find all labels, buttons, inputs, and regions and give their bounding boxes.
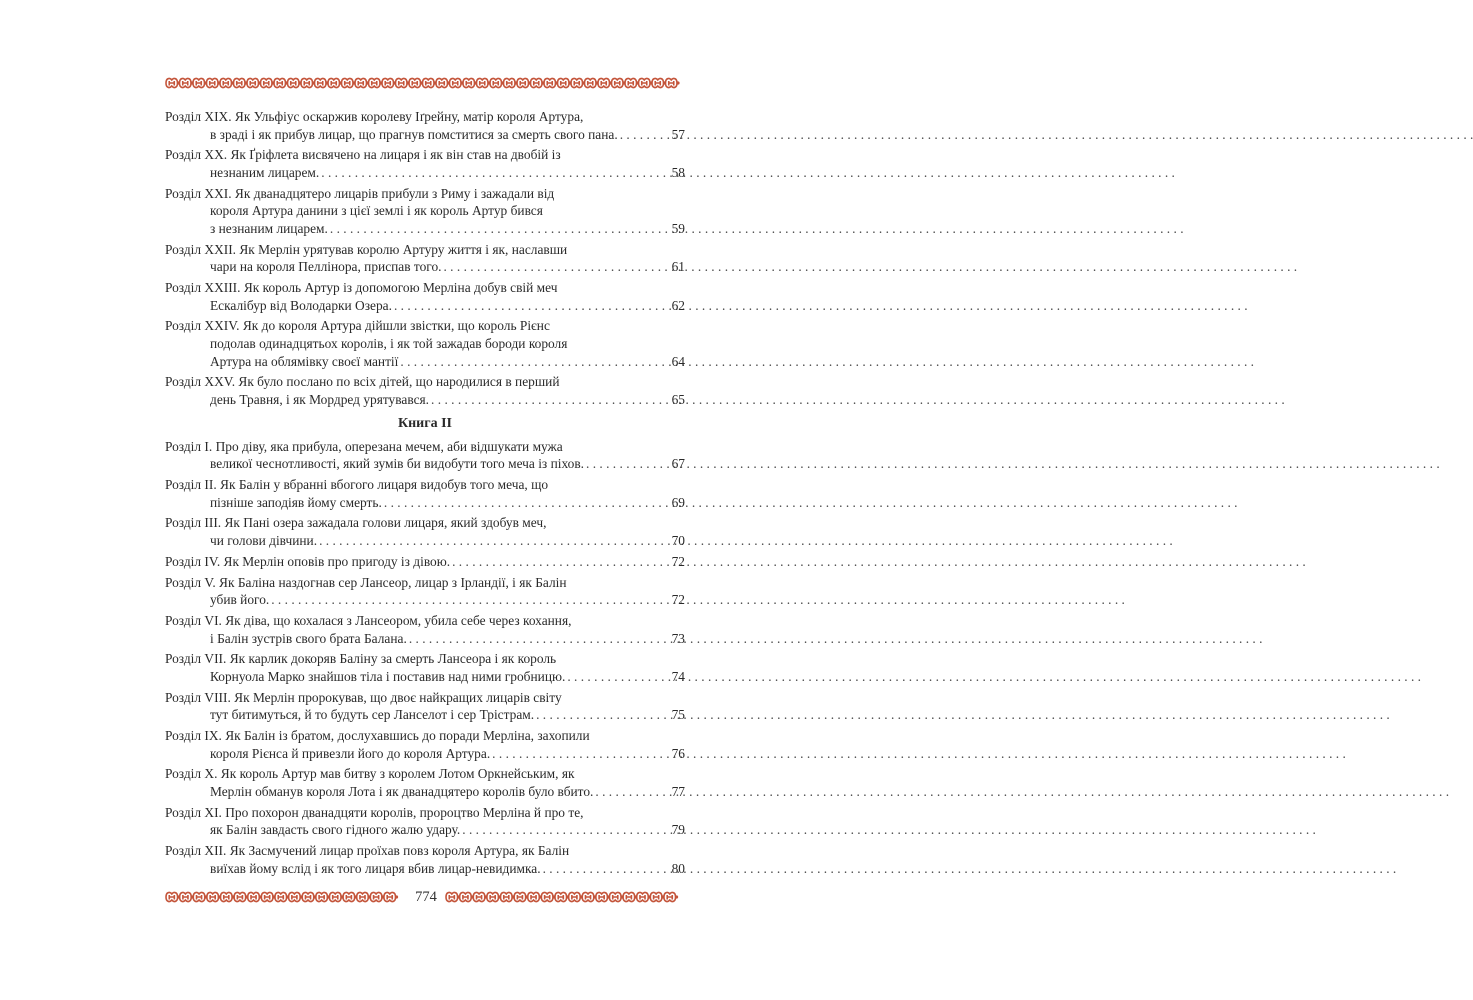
ornament-motif xyxy=(180,893,192,902)
toc-entry-title-line xyxy=(165,765,685,783)
toc-entry-continuation-line xyxy=(165,164,685,182)
ornament-motif xyxy=(423,79,435,88)
ornament-motif xyxy=(609,893,621,902)
ornament-motif xyxy=(625,79,637,88)
ornament-motif xyxy=(450,79,462,88)
toc-entry xyxy=(165,108,685,143)
toc-entry-page-number: 69 xyxy=(671,494,685,510)
toc-entry xyxy=(165,146,685,181)
toc-entry-text: короля Рієнса й привезли його до короля Артура. xyxy=(210,745,491,761)
ornament-motif xyxy=(247,79,259,88)
toc-section-book-2 xyxy=(165,438,685,878)
toc-entry-page-number: 77 xyxy=(671,784,685,799)
dot-leader xyxy=(462,821,669,839)
toc-entry-text: незнаним лицарем. xyxy=(210,164,320,180)
ornament-motif xyxy=(528,893,540,902)
toc-entry-title-line xyxy=(165,438,685,456)
dot-leader xyxy=(443,258,669,276)
toc-entry-page-number: 65 xyxy=(671,392,685,408)
ornament-motif xyxy=(446,893,458,902)
dot-leader xyxy=(586,455,670,473)
toc-entry xyxy=(165,553,685,571)
toc-entry-continuation-line xyxy=(165,532,685,550)
toc-entry xyxy=(165,514,685,549)
ornament-motif xyxy=(409,79,421,88)
ornament-motif xyxy=(220,79,232,88)
toc-entry-page-number: 58 xyxy=(671,164,685,180)
toc-entry-text: в зраді і як прибув лицар, що прагнув помститися за смерть свого пана. xyxy=(210,126,618,142)
ornament-motif xyxy=(396,79,408,88)
toc-entry-page-number: 76 xyxy=(671,745,685,761)
ornament-motif xyxy=(357,893,369,902)
toc-entry-text: Корнуола Марко знайшов тіла і поставив над ними гробницю. xyxy=(210,668,566,684)
ornament-motif xyxy=(301,79,313,88)
ornament-motif xyxy=(180,79,192,88)
ornament-motif xyxy=(369,79,381,88)
decorative-border-bottom-right xyxy=(445,890,685,904)
toc-entry xyxy=(165,574,685,609)
toc-entry-title-line xyxy=(165,727,685,745)
toc-entry xyxy=(165,241,685,276)
toc-entry-title-line xyxy=(165,146,685,164)
toc-entry xyxy=(165,438,685,473)
dot-leader xyxy=(536,706,670,724)
ornament-motif xyxy=(460,893,472,902)
toc-entry-text: убив його. xyxy=(210,592,270,608)
ornament-motif xyxy=(504,79,516,88)
toc-entry xyxy=(165,689,685,724)
toc-entry xyxy=(165,185,685,238)
toc-entry-page-number: 72 xyxy=(671,553,685,569)
toc-entry xyxy=(165,727,685,762)
ornament-motif xyxy=(289,893,301,902)
toc-entry-text: чи голови дівчини. xyxy=(210,532,318,548)
dot-leader xyxy=(567,668,669,686)
toc-entry-text: великої чеснотливості, який зумів би видобути того меча із піхов. xyxy=(210,456,585,472)
ornament-motif xyxy=(582,893,594,902)
toc-entry-title-line xyxy=(165,514,685,532)
toc-entry-page-number: 57 xyxy=(671,126,685,142)
ornament-motif xyxy=(558,79,570,88)
toc-entry-title-line xyxy=(165,185,685,203)
ornament-motif xyxy=(220,893,232,902)
ornament-motif xyxy=(555,893,567,902)
toc-entry-page-number: 79 xyxy=(671,822,685,838)
toc-entry-continuation-line xyxy=(165,745,685,763)
toc-entry-title-line xyxy=(165,317,685,335)
toc-entry-text: Розділ IV. Як Мерлін оповів про пригоду із дівою. xyxy=(165,553,451,569)
dot-leader xyxy=(409,630,670,648)
ornament-motif xyxy=(612,79,624,88)
toc-entry-title-line xyxy=(165,373,685,391)
ornament-knot xyxy=(675,895,678,898)
toc-entry-title-line xyxy=(165,612,685,630)
ornament-motif xyxy=(473,893,485,902)
toc-entry-title-line xyxy=(165,804,685,822)
toc-entry-text: Розділ XX. Як Ґріфлета висвячено на лицаря і як він став на двобій із xyxy=(165,147,561,163)
toc-entry-continuation-line xyxy=(165,297,685,315)
toc-entry-text: Артура на облямівку своєї мантії xyxy=(210,353,399,369)
toc-entry-text: і Балін зустрів свого брата Балана. xyxy=(210,630,407,646)
toc-entry-text: Розділ XIX. Як Ульфіус оскаржив королеву Іґрейну, матір короля Артура, xyxy=(165,109,584,124)
toc-entry xyxy=(165,842,685,877)
toc-entry-continuation-line xyxy=(165,335,685,353)
ornament-motif xyxy=(275,893,287,902)
ornament-motif xyxy=(666,79,678,88)
toc-entry-text: з незнаним лицарем. xyxy=(210,220,328,236)
toc-entry-text: Розділ XXII. Як Мерлін урятував королю Артуру життя і як, наславши xyxy=(165,241,568,257)
ornament-motif xyxy=(650,893,662,902)
ornament-motif xyxy=(261,893,273,902)
dot-leader xyxy=(431,391,670,409)
ornament-motif xyxy=(274,79,286,88)
toc-entry xyxy=(165,612,685,647)
ornament-motif xyxy=(302,893,314,902)
dot-leader xyxy=(595,783,669,801)
ornament-motif xyxy=(541,893,553,902)
ornament-motif xyxy=(288,79,300,88)
toc-entry-page-number: 67 xyxy=(671,456,685,472)
toc-entry-text: Розділ XXI. Як дванадцятеро лицарів прибули з Риму і зажадали від xyxy=(165,185,555,201)
toc-entry-continuation-line xyxy=(165,783,685,801)
toc-entry xyxy=(165,373,685,408)
ornament-motif xyxy=(207,79,219,88)
toc-entry-text: Розділ VI. Як діва, що кохалася з Лансеором, убила себе через кохання, xyxy=(165,612,572,628)
toc-entry-title-line xyxy=(165,650,685,668)
ornament-motif xyxy=(193,79,205,88)
dot-leader xyxy=(543,860,670,878)
toc-entry-text: Мерлін обманув короля Лота і як дванадцятеро королів було вбито. xyxy=(210,784,594,799)
dot-leader xyxy=(330,220,670,238)
toc-entry-text: Розділ II. Як Балін у вбранні вбогого лицаря видобув того меча, що xyxy=(165,477,549,492)
ornament-motif xyxy=(384,893,396,902)
book-heading: Книга II xyxy=(397,415,453,431)
toc-entry-continuation-line xyxy=(165,202,685,220)
ornament-motif xyxy=(342,79,354,88)
ornament-motif xyxy=(328,79,340,88)
toc-entry-text: короля Артура данини з цієї землі і як король Артур бився xyxy=(210,203,543,219)
toc-entry xyxy=(165,279,685,314)
ornament-motif xyxy=(315,79,327,88)
toc-entry-text: Розділ III. Як Пані озера зажадала голови лицаря, який здобув меч, xyxy=(165,515,547,531)
toc-entry-text: Розділ V. Як Баліна наздогнав сер Лансеор, лицар з Ірландії, і як Балін xyxy=(165,574,567,590)
ornament-motif xyxy=(207,893,219,902)
ornament-motif xyxy=(355,79,367,88)
toc-entry-text: пізніше заподіяв йому смерть. xyxy=(210,494,382,510)
toc-entry xyxy=(165,650,685,685)
toc-entry-text: Розділ XXV. Як було послано по всіх дітей, що народилися в перший xyxy=(165,374,560,390)
toc-entry-text: Розділ XXIV. Як до короля Артура дійшли звістки, що король Рієнс xyxy=(165,318,550,334)
decorative-border-top xyxy=(165,76,688,90)
ornament-pattern xyxy=(445,890,685,904)
toc-entry-text: Розділ VII. Як карлик докоряв Баліну за смерть Лансеора і як король xyxy=(165,651,557,667)
toc-entry-page-number: 73 xyxy=(671,630,685,646)
ornament-pattern xyxy=(165,76,688,90)
toc-section-book-1 xyxy=(165,108,685,409)
ornament-motif xyxy=(487,893,499,902)
toc-entry-text: Розділ IX. Як Балін із братом, дослухавшись до поради Мерліна, захопили xyxy=(165,728,590,744)
toc-entry xyxy=(165,317,685,370)
toc-entry-page-number: 72 xyxy=(671,592,685,608)
dot-leader xyxy=(394,297,670,315)
toc-entry xyxy=(165,765,685,800)
toc-entry-title-line xyxy=(165,108,685,126)
toc-entry-title-line xyxy=(165,553,685,571)
toc-entry-continuation-line xyxy=(165,860,685,878)
toc-entry-continuation-line xyxy=(165,591,685,609)
toc-entry-continuation-line xyxy=(165,821,685,839)
toc-entry-page-number: 75 xyxy=(671,707,685,723)
dot-leader xyxy=(384,494,670,512)
ornament-motif xyxy=(637,893,649,902)
toc-entry-text: Ескалібур від Володарки Озера. xyxy=(210,297,392,313)
toc-entry-text: Розділ XI. Про похорон дванадцяти королів, пророцтво Мерліна й про те, xyxy=(165,804,584,820)
ornament-motif xyxy=(598,79,610,88)
dot-leader xyxy=(321,164,669,182)
page-footer xyxy=(165,887,685,907)
toc-entry-title-line xyxy=(165,842,685,860)
toc-entry-text: день Травня, і як Мордред урятувався. xyxy=(210,392,430,408)
toc-entry-page-number: 70 xyxy=(671,532,685,548)
toc-entry-page-number: 61 xyxy=(671,259,685,275)
toc-entry-title-line xyxy=(165,279,685,297)
page-number: 774 xyxy=(415,889,437,905)
toc-entry-text: Розділ X. Як король Артур мав битву з королем Лотом Оркнейським, як xyxy=(165,766,575,782)
ornament-motif xyxy=(343,893,355,902)
ornament-knot xyxy=(676,81,679,84)
ornament-motif xyxy=(596,893,608,902)
toc-entry-page-number: 74 xyxy=(671,668,685,684)
toc-entry-continuation-line xyxy=(165,630,685,648)
dot-leader xyxy=(271,591,669,609)
ornament-motif xyxy=(585,79,597,88)
dot-leader xyxy=(492,745,669,763)
toc-entry-continuation-line xyxy=(165,494,685,512)
ornament-motif xyxy=(193,893,205,902)
ornament-motif xyxy=(544,79,556,88)
dot-leader xyxy=(620,126,670,144)
toc-entry-continuation-line xyxy=(165,455,685,473)
ornament-motif xyxy=(531,79,543,88)
toc-entry-text: Розділ XII. Як Засмучений лицар проїхав повз короля Артура, як Балін xyxy=(165,843,570,859)
ornament-motif xyxy=(639,79,651,88)
dot-leader xyxy=(400,353,669,371)
ornament-motif xyxy=(652,79,664,88)
dot-leader xyxy=(452,553,670,571)
toc-entry-page-number: 59 xyxy=(671,220,685,236)
toc-entry-continuation-line xyxy=(165,706,685,724)
ornament-motif xyxy=(234,79,246,88)
ornament-motif xyxy=(316,893,328,902)
toc-entry-page-number: 64 xyxy=(671,353,685,369)
ornament-motif xyxy=(490,79,502,88)
ornament-motif xyxy=(436,79,448,88)
toc-entry xyxy=(165,476,685,511)
ornament-motif xyxy=(234,893,246,902)
toc-entry-text: тут битимуться, й то будуть сер Ланселот і сер Трістрам. xyxy=(210,707,535,723)
ornament-motif xyxy=(261,79,273,88)
ornament-motif xyxy=(568,893,580,902)
ornament-motif xyxy=(664,893,676,902)
toc-entry-text: подолав одинадцятьох королів, і як той зажадав бороди короля xyxy=(210,336,568,352)
table-of-contents xyxy=(165,108,685,881)
toc-entry-page-number: 62 xyxy=(671,297,685,313)
toc-entry-title-line xyxy=(165,689,685,707)
toc-entry-continuation-line xyxy=(165,220,685,238)
toc-entry-text: Розділ I. Про діву, яка прибула, оперезана мечем, аби відшукати мужа xyxy=(165,438,563,454)
ornament-knot xyxy=(395,895,398,898)
ornament-pattern xyxy=(165,890,407,904)
toc-entry-text: виїхав йому вслід і як того лицаря вбив лицар-невидимка. xyxy=(210,860,541,876)
ornament-motif xyxy=(329,893,341,902)
toc-entry-title-line xyxy=(165,574,685,592)
toc-entry-continuation-line xyxy=(165,353,685,371)
toc-entry-continuation-line xyxy=(165,668,685,686)
toc-entry xyxy=(165,804,685,839)
toc-entry-title-line xyxy=(165,476,685,494)
ornament-motif xyxy=(517,79,529,88)
ornament-motif xyxy=(463,79,475,88)
ornament-motif xyxy=(623,893,635,902)
toc-entry-continuation-line xyxy=(165,258,685,276)
toc-entry-title-line xyxy=(165,241,685,259)
decorative-border-bottom-left xyxy=(165,890,407,904)
toc-entry-text: як Балін завдасть свого гідного жалю удару. xyxy=(210,822,461,838)
toc-entry-text: Розділ VIII. Як Мерлін пророкував, що двоє найкращих лицарів світу xyxy=(165,689,562,705)
ornament-motif xyxy=(514,893,526,902)
ornament-motif xyxy=(500,893,512,902)
ornament-motif xyxy=(166,893,178,902)
ornament-motif xyxy=(370,893,382,902)
ornament-motif xyxy=(382,79,394,88)
ornament-motif xyxy=(571,79,583,88)
toc-entry-page-number: 80 xyxy=(671,860,685,876)
toc-entry-continuation-line xyxy=(165,391,685,409)
dot-leader xyxy=(319,532,670,550)
toc-entry-text: Розділ XXIII. Як король Артур із допомогою Мерліна добув свій меч xyxy=(165,280,558,296)
ornament-motif xyxy=(477,79,489,88)
ornament-motif xyxy=(248,893,260,902)
toc-entry-text: чари на короля Пеллінора, приспав того. xyxy=(210,259,442,275)
ornament-motif xyxy=(166,79,178,88)
toc-entry-continuation-line xyxy=(165,126,685,144)
